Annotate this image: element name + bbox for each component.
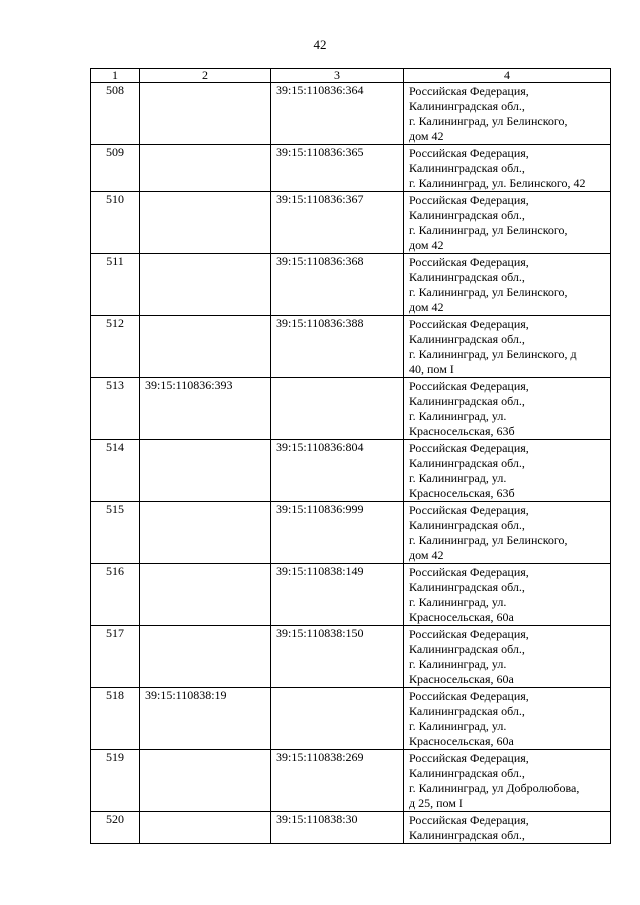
row-number-cell: 520 [91, 812, 140, 844]
address-line: Красносельская, 60а [409, 610, 514, 624]
address-line: Российская Федерация, [409, 84, 529, 98]
address-line: Российская Федерация, [409, 689, 529, 703]
address-line: Калининградская обл., [409, 766, 525, 780]
col2-cadastral-cell [140, 145, 271, 192]
col3-cadastral-cell: 39:15:110836:367 [271, 192, 404, 254]
col3-cadastral-cell: 39:15:110836:368 [271, 254, 404, 316]
col2-cadastral-cell [140, 750, 271, 812]
address-line: Российская Федерация, [409, 317, 529, 331]
address-line: г. Калининград, ул. Белинского, 42 [409, 176, 586, 190]
address-cell [404, 440, 611, 502]
address-line: Российская Федерация, [409, 193, 529, 207]
row-number-cell: 518 [91, 688, 140, 750]
row-number-cell: 519 [91, 750, 140, 812]
address-line: Калининградская обл., [409, 270, 525, 284]
address-line: Красносельская, 60а [409, 734, 514, 748]
column-header-1: 1 [91, 69, 140, 83]
column-header-3: 3 [271, 69, 404, 83]
table-row [91, 688, 611, 750]
row-number-cell: 510 [91, 192, 140, 254]
address-line: Российская Федерация, [409, 255, 529, 269]
col2-cadastral-cell [140, 502, 271, 564]
address-line: Российская Федерация, [409, 503, 529, 517]
col2-cadastral-cell [140, 254, 271, 316]
table-row [91, 750, 611, 812]
col3-cadastral-cell: 39:15:110836:364 [271, 83, 404, 145]
col2-cadastral-cell: 39:15:110838:19 [140, 688, 271, 750]
address-cell [404, 750, 611, 812]
col3-cadastral-cell: 39:15:110836:365 [271, 145, 404, 192]
address-line: Российская Федерация, [409, 565, 529, 579]
table-row [91, 812, 611, 844]
row-number-cell: 508 [91, 83, 140, 145]
address-line: г. Калининград, ул Белинского, [409, 285, 568, 299]
address-cell [404, 564, 611, 626]
address-line: Калининградская обл., [409, 99, 525, 113]
col2-cadastral-cell [140, 564, 271, 626]
address-line: Российская Федерация, [409, 813, 529, 827]
col3-cadastral-cell [271, 378, 404, 440]
address-line: Калининградская обл., [409, 161, 525, 175]
col3-cadastral-cell: 39:15:110836:804 [271, 440, 404, 502]
table-header-row [91, 69, 611, 83]
column-header-4: 4 [404, 69, 611, 83]
address-line: г. Калининград, ул Белинского, [409, 223, 568, 237]
table-row [91, 564, 611, 626]
address-line: г. Калининград, ул Белинского, д [409, 347, 577, 361]
address-line: дом 42 [409, 129, 444, 143]
row-number-cell: 516 [91, 564, 140, 626]
table-row [91, 626, 611, 688]
registry-table [90, 68, 611, 844]
row-number-cell: 513 [91, 378, 140, 440]
col3-cadastral-cell: 39:15:110836:999 [271, 502, 404, 564]
address-line: Красносельская, 60а [409, 672, 514, 686]
col2-cadastral-cell [140, 83, 271, 145]
address-line: Калининградская обл., [409, 642, 525, 656]
address-line: Калининградская обл., [409, 518, 525, 532]
col2-cadastral-cell: 39:15:110836:393 [140, 378, 271, 440]
col2-cadastral-cell [140, 812, 271, 844]
address-line: дом 42 [409, 548, 444, 562]
address-line: г. Калининград, ул. [409, 719, 507, 733]
row-number-cell: 511 [91, 254, 140, 316]
address-cell [404, 812, 611, 844]
row-number-cell: 509 [91, 145, 140, 192]
address-cell [404, 502, 611, 564]
address-line: Калининградская обл., [409, 394, 525, 408]
address-line: г. Калининград, ул. [409, 595, 507, 609]
row-number-cell: 515 [91, 502, 140, 564]
address-cell [404, 378, 611, 440]
table-row [91, 440, 611, 502]
table-row [91, 316, 611, 378]
address-cell [404, 626, 611, 688]
address-line: Красносельская, 63б [409, 486, 515, 500]
address-line: г. Калининград, ул. [409, 657, 507, 671]
address-line: 40, пом I [409, 362, 454, 376]
col3-cadastral-cell: 39:15:110838:269 [271, 750, 404, 812]
col3-cadastral-cell: 39:15:110838:150 [271, 626, 404, 688]
address-cell [404, 192, 611, 254]
address-line: Российская Федерация, [409, 379, 529, 393]
address-line: Российская Федерация, [409, 751, 529, 765]
address-line: Красносельская, 63б [409, 424, 515, 438]
row-number-cell: 512 [91, 316, 140, 378]
address-line: г. Калининград, ул. [409, 409, 507, 423]
col3-cadastral-cell: 39:15:110838:30 [271, 812, 404, 844]
table-row [91, 145, 611, 192]
col2-cadastral-cell [140, 316, 271, 378]
address-line: дом 42 [409, 300, 444, 314]
address-line: дом 42 [409, 238, 444, 252]
address-line: Калининградская обл., [409, 704, 525, 718]
address-line: Российская Федерация, [409, 627, 529, 641]
row-number-cell: 517 [91, 626, 140, 688]
table-row [91, 254, 611, 316]
address-line: Калининградская обл., [409, 580, 525, 594]
address-line: г. Калининград, ул Белинского, [409, 533, 568, 547]
address-line: Калининградская обл., [409, 828, 525, 842]
page-number: 42 [313, 37, 327, 52]
address-line: Российская Федерация, [409, 441, 529, 455]
row-number-cell: 514 [91, 440, 140, 502]
table-row [91, 378, 611, 440]
col2-cadastral-cell [140, 440, 271, 502]
address-line: Калининградская обл., [409, 332, 525, 346]
address-cell [404, 145, 611, 192]
address-cell [404, 688, 611, 750]
address-line: д 25, пом I [409, 796, 463, 810]
address-line: г. Калининград, ул. [409, 471, 507, 485]
table-row [91, 83, 611, 145]
col2-cadastral-cell [140, 192, 271, 254]
registry-table-body [91, 69, 611, 844]
col2-cadastral-cell [140, 626, 271, 688]
address-line: г. Калининград, ул Добролюбова, [409, 781, 580, 795]
col3-cadastral-cell: 39:15:110836:388 [271, 316, 404, 378]
col3-cadastral-cell: 39:15:110838:149 [271, 564, 404, 626]
table-row [91, 502, 611, 564]
address-line: г. Калининград, ул Белинского, [409, 114, 568, 128]
address-cell [404, 254, 611, 316]
address-line: Российская Федерация, [409, 146, 529, 160]
address-line: Калининградская обл., [409, 208, 525, 222]
col3-cadastral-cell [271, 688, 404, 750]
address-line: Калининградская обл., [409, 456, 525, 470]
column-header-2: 2 [140, 69, 271, 83]
address-cell [404, 316, 611, 378]
address-cell [404, 83, 611, 145]
table-row [91, 192, 611, 254]
